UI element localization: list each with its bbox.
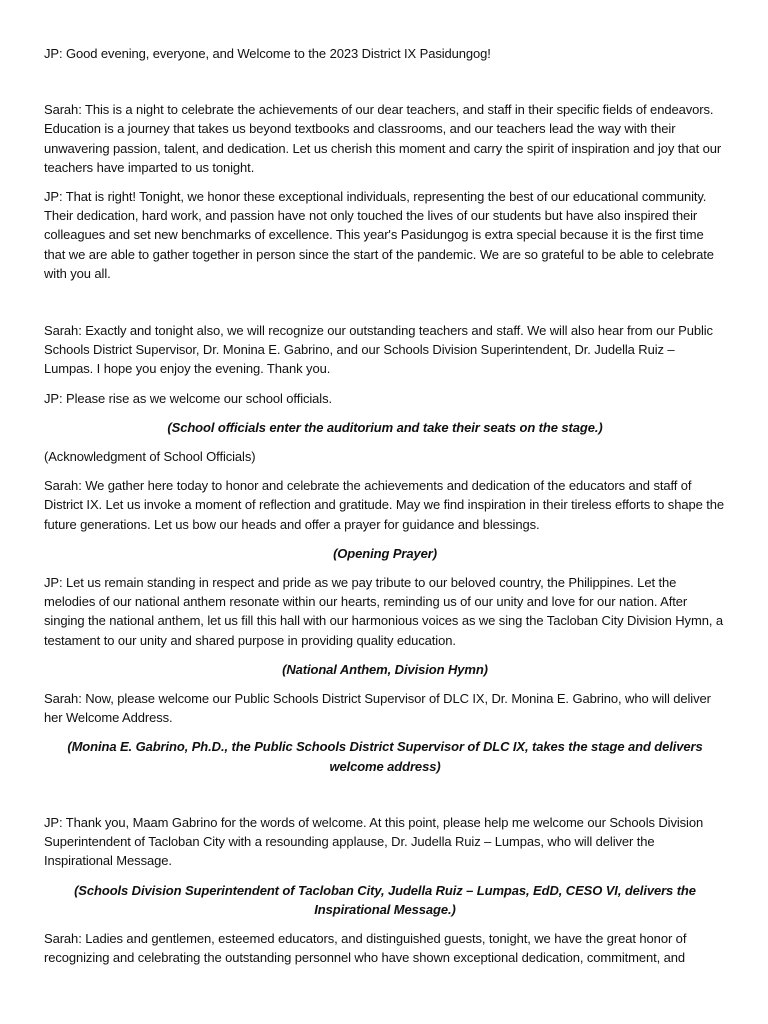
stage-direction-officials-enter: (School officials enter the auditorium and take their seats on the stage.) xyxy=(167,419,603,435)
script-line-sarah-welcome-supervisor: Sarah: Now, please welcome our Public Schools District Supervisor of DLC IX, Dr. Monina E. Gabrino, who will deliver her Welcome Address. xyxy=(44,691,711,726)
spacer xyxy=(44,293,726,321)
script-line-jp-thank-gabrino: JP: Thank you, Maam Gabrino for the words of welcome. At this point, please help me welcome our Schools Division Superintendent of Tacloban City with a resounding applause, Dr. Judella Ruiz – Lumpas, who will deliver the Inspirational Message. xyxy=(44,814,704,869)
script-line-sarah-prayer: Sarah: We gather here today to honor and celebrate the achievements and dedication of the educators and staff of District IX. Let us invoke a moment of reflection and gratitude. May we find inspiration in their tireless efforts to shape the future generations. Let us bow our heads and offer a prayer for guidance and blessings. xyxy=(44,478,725,532)
script-line-sarah-celebrate: Sarah: This is a night to celebrate the achievements of our dear teachers, and staff in their specific fields of endeavors. Education is a journey that takes us beyond textbooks and classrooms, and our teachers lead the way with their unwavering passion, talent, and dedication. Let us cherish this moment and carry the spirit of inspiration and joy that our teachers have imparted to us tonight. xyxy=(44,102,722,175)
spacer xyxy=(44,73,726,100)
script-line-jp-honor: JP: That is right! Tonight, we honor these exceptional individuals, representing the best of our educational community. Their dedication, hard work, and passion have not only touched the lives of our students but have also inspired their colleagues and set new benchmarks of excellence. This year's Pasidungog is extra special because it is the first time that we are able to gather together in person since the start of the pandemic. We are so grateful to be able to celebrate with you all. xyxy=(44,189,714,281)
script-line-sarah-recognizing: Sarah: Ladies and gentlemen, esteemed educators, and distinguished guests, tonight, we have the great honor of recognizing and celebrating the outstanding personnel who have shown exceptional dedication, commitment, and xyxy=(44,930,687,966)
stage-direction-anthem-hymn: (National Anthem, Division Hymn) xyxy=(282,661,488,677)
script-line-jp-anthem: JP: Let us remain standing in respect and pride as we pay tribute to our beloved country, the Philippines. Let the melodies of our national anthem resonate within our hearts, reminding us of our unity and love for our nation. After singing the national anthem, let us fill this hall with our harmonious voices as we sing the Tacloban City Division Hymn, a testament to our unity and shared purpose in providing quality education. xyxy=(44,575,723,648)
stage-direction-welcome-address: (Monina E. Gabrino, Ph.D., the Public Schools District Supervisor of DLC IX, takes the stage and delivers welcome address) xyxy=(67,739,703,774)
stage-direction-opening-prayer: (Opening Prayer) xyxy=(333,545,437,561)
script-line-acknowledgment: (Acknowledgment of School Officials) xyxy=(44,449,256,465)
document-page xyxy=(44,44,726,977)
script-line-jp-rise: JP: Please rise as we welcome our school officials. xyxy=(44,390,333,406)
stage-direction-inspirational-message: (Schools Division Superintendent of Tacloban City, Judella Ruiz – Lumpas, EdD, CESO VI, delivers the Inspirational Message.) xyxy=(74,882,696,917)
script-line-jp-welcome: JP: Good evening, everyone, and Welcome to the 2023 District IX Pasidungog! xyxy=(44,46,491,61)
script-line-sarah-recognize: Sarah: Exactly and tonight also, we will recognize our outstanding teachers and staff. We will also hear from our Public Schools District Supervisor, Dr. Monina E. Gabrino, and our Schools Division Superintendent, Dr. Judella Ruiz – Lumpas. I hope you enjoy the evening. Thank you. xyxy=(44,323,713,377)
spacer xyxy=(44,786,726,813)
